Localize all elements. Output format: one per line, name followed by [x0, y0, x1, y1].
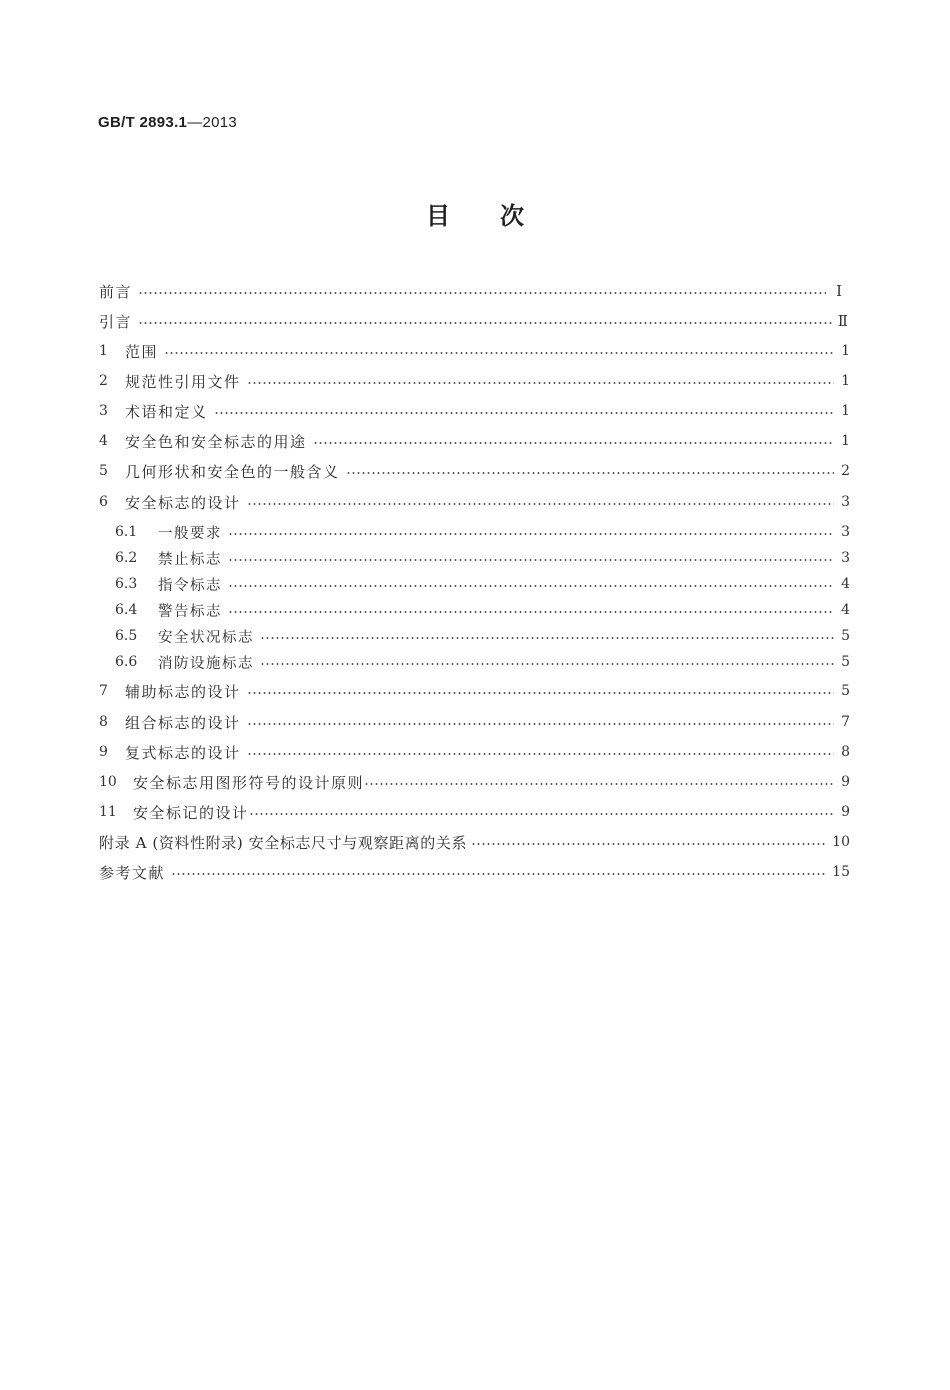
toc-entry-number: 6.2 [115, 550, 138, 566]
page-title: 目次 [426, 202, 574, 230]
toc-entry-3[interactable] [99, 400, 850, 422]
toc-leader-dots [247, 382, 834, 384]
toc-entry-label: 组合标志的设计 [125, 713, 241, 732]
toc-entry-label: 安全标志的设计 [125, 493, 241, 512]
toc-entry-page: Ⅱ [837, 312, 848, 330]
toc-entry-page: 9 [841, 774, 850, 790]
toc-leader-dots [138, 292, 826, 294]
toc-entry-label: 辅助标志的设计 [125, 682, 241, 701]
toc-leader-dots [228, 611, 834, 613]
toc-entry-label: 几何形状和安全色的一般含义 [125, 462, 340, 481]
toc-entry-page: 5 [841, 683, 850, 699]
toc-entry-5[interactable] [99, 460, 850, 482]
toc-entry-number: 5 [99, 463, 108, 479]
toc-entry-number: 6.6 [115, 654, 138, 670]
toc-entry-number: 8 [99, 714, 108, 730]
toc-entry-page: 7 [841, 714, 850, 730]
toc-entry-label: 安全色和安全标志的用途 [125, 432, 307, 451]
toc-leader-dots [471, 843, 826, 845]
toc-entry-label: 安全标记的设计 [133, 803, 249, 822]
toc-entry-11[interactable] [99, 801, 850, 823]
toc-entry-label: 前言 [99, 282, 133, 301]
toc-leader-dots [247, 692, 834, 694]
toc-entry-label: 安全标志用图形符号的设计原则 [133, 773, 365, 792]
toc-leader-dots [260, 663, 834, 665]
toc-entry-7[interactable] [99, 680, 850, 702]
toc-entry-number: 2 [99, 373, 108, 389]
toc-entry-page: 9 [841, 804, 850, 820]
toc-entry-label: 指令标志 [158, 577, 222, 594]
toc-entry-page: 10 [832, 834, 850, 850]
toc-leader-dots [364, 783, 834, 785]
toc-entry-page: 3 [841, 550, 850, 566]
toc-entry-page: 5 [841, 654, 850, 670]
toc-leader-dots [249, 813, 834, 815]
toc-entry-label: 安全状况标志 [158, 629, 254, 646]
toc-entry-page: 1 [841, 343, 850, 359]
toc-entry-6-3[interactable] [115, 573, 850, 595]
toc-entry-number: 6.1 [115, 524, 138, 540]
toc-entry-page: 5 [841, 628, 850, 644]
toc-entry-page: 8 [841, 744, 850, 760]
toc-entry-page: Ⅰ [836, 282, 842, 300]
toc-leader-dots [164, 352, 834, 354]
document-code-number: GB/T 2893.1 [98, 114, 188, 131]
toc-entry-6-2[interactable] [115, 547, 850, 569]
toc-leader-dots [228, 559, 834, 561]
toc-entry-2[interactable] [99, 370, 850, 392]
toc-entry-page: 15 [832, 864, 850, 880]
toc-leader-dots [171, 873, 826, 875]
toc-entry-page: 4 [841, 602, 850, 618]
toc-entry-number: 11 [99, 804, 117, 820]
toc-entry-page: 2 [841, 463, 850, 479]
toc-entry-label: 复式标志的设计 [125, 743, 241, 762]
toc-entry-page: 4 [841, 576, 850, 592]
toc-entry-page: 3 [841, 524, 850, 540]
toc-entry-annex-a[interactable] [99, 831, 850, 853]
toc-leader-dots [228, 533, 834, 535]
toc-entry-label: 参考文献 [99, 863, 166, 882]
toc-entry-label: 消防设施标志 [158, 655, 254, 672]
toc-entry-label: 范围 [125, 342, 159, 361]
toc-leader-dots [313, 442, 834, 444]
toc-entry-label: 术语和定义 [125, 402, 208, 421]
toc-entry-label: 禁止标志 [158, 551, 222, 568]
toc-entry-page: 3 [841, 494, 850, 510]
toc-leader-dots [228, 585, 834, 587]
toc-entry-number: 10 [99, 774, 117, 790]
toc-entry-label: 警告标志 [158, 603, 222, 620]
toc-entry-4[interactable] [99, 430, 850, 452]
toc-leader-dots [260, 637, 834, 639]
toc-entry-number: 7 [99, 683, 108, 699]
toc-entry-8[interactable] [99, 711, 850, 733]
toc-entry-6-4[interactable] [115, 599, 850, 621]
toc-entry-number: 6 [99, 494, 108, 510]
toc-entry-9[interactable] [99, 741, 850, 763]
toc-leader-dots [214, 412, 834, 414]
toc-entry-label: 一般要求 [158, 525, 222, 542]
toc-leader-dots [346, 472, 834, 474]
toc-entry-page: 1 [841, 403, 850, 419]
toc-entry-number: 1 [99, 343, 108, 359]
toc-entry-6-5[interactable] [115, 625, 850, 647]
toc-entry-number: 6.3 [115, 576, 138, 592]
toc-leader-dots [247, 723, 834, 725]
toc-entry-foreword[interactable] [99, 280, 842, 302]
document-code-year: —2013 [187, 114, 238, 131]
toc-entry-bibliography[interactable] [99, 861, 850, 883]
toc-entry-label: 附录 A (资料性附录) 安全标志尺寸与观察距离的关系 [99, 833, 468, 852]
toc-entry-number: 6.4 [115, 602, 138, 618]
toc-entry-6-6[interactable] [115, 651, 850, 673]
toc-entry-number: 4 [99, 433, 108, 449]
toc-leader-dots [138, 322, 832, 324]
toc-leader-dots [247, 753, 834, 755]
toc-entry-10[interactable] [99, 771, 850, 793]
toc-leader-dots [247, 503, 834, 505]
toc-entry-6-1[interactable] [115, 521, 850, 543]
toc-entry-1[interactable] [99, 340, 850, 362]
toc-entry-6[interactable] [99, 491, 850, 513]
toc-entry-number: 9 [99, 744, 108, 760]
toc-entry-page: 1 [841, 373, 850, 389]
toc-entry-label: 引言 [99, 312, 133, 331]
toc-entry-number: 3 [99, 403, 108, 419]
toc-entry-label: 规范性引用文件 [125, 372, 241, 391]
toc-entry-page: 1 [841, 433, 850, 449]
toc-entry-number: 6.5 [115, 628, 138, 644]
toc-entry-introduction[interactable] [99, 310, 848, 332]
